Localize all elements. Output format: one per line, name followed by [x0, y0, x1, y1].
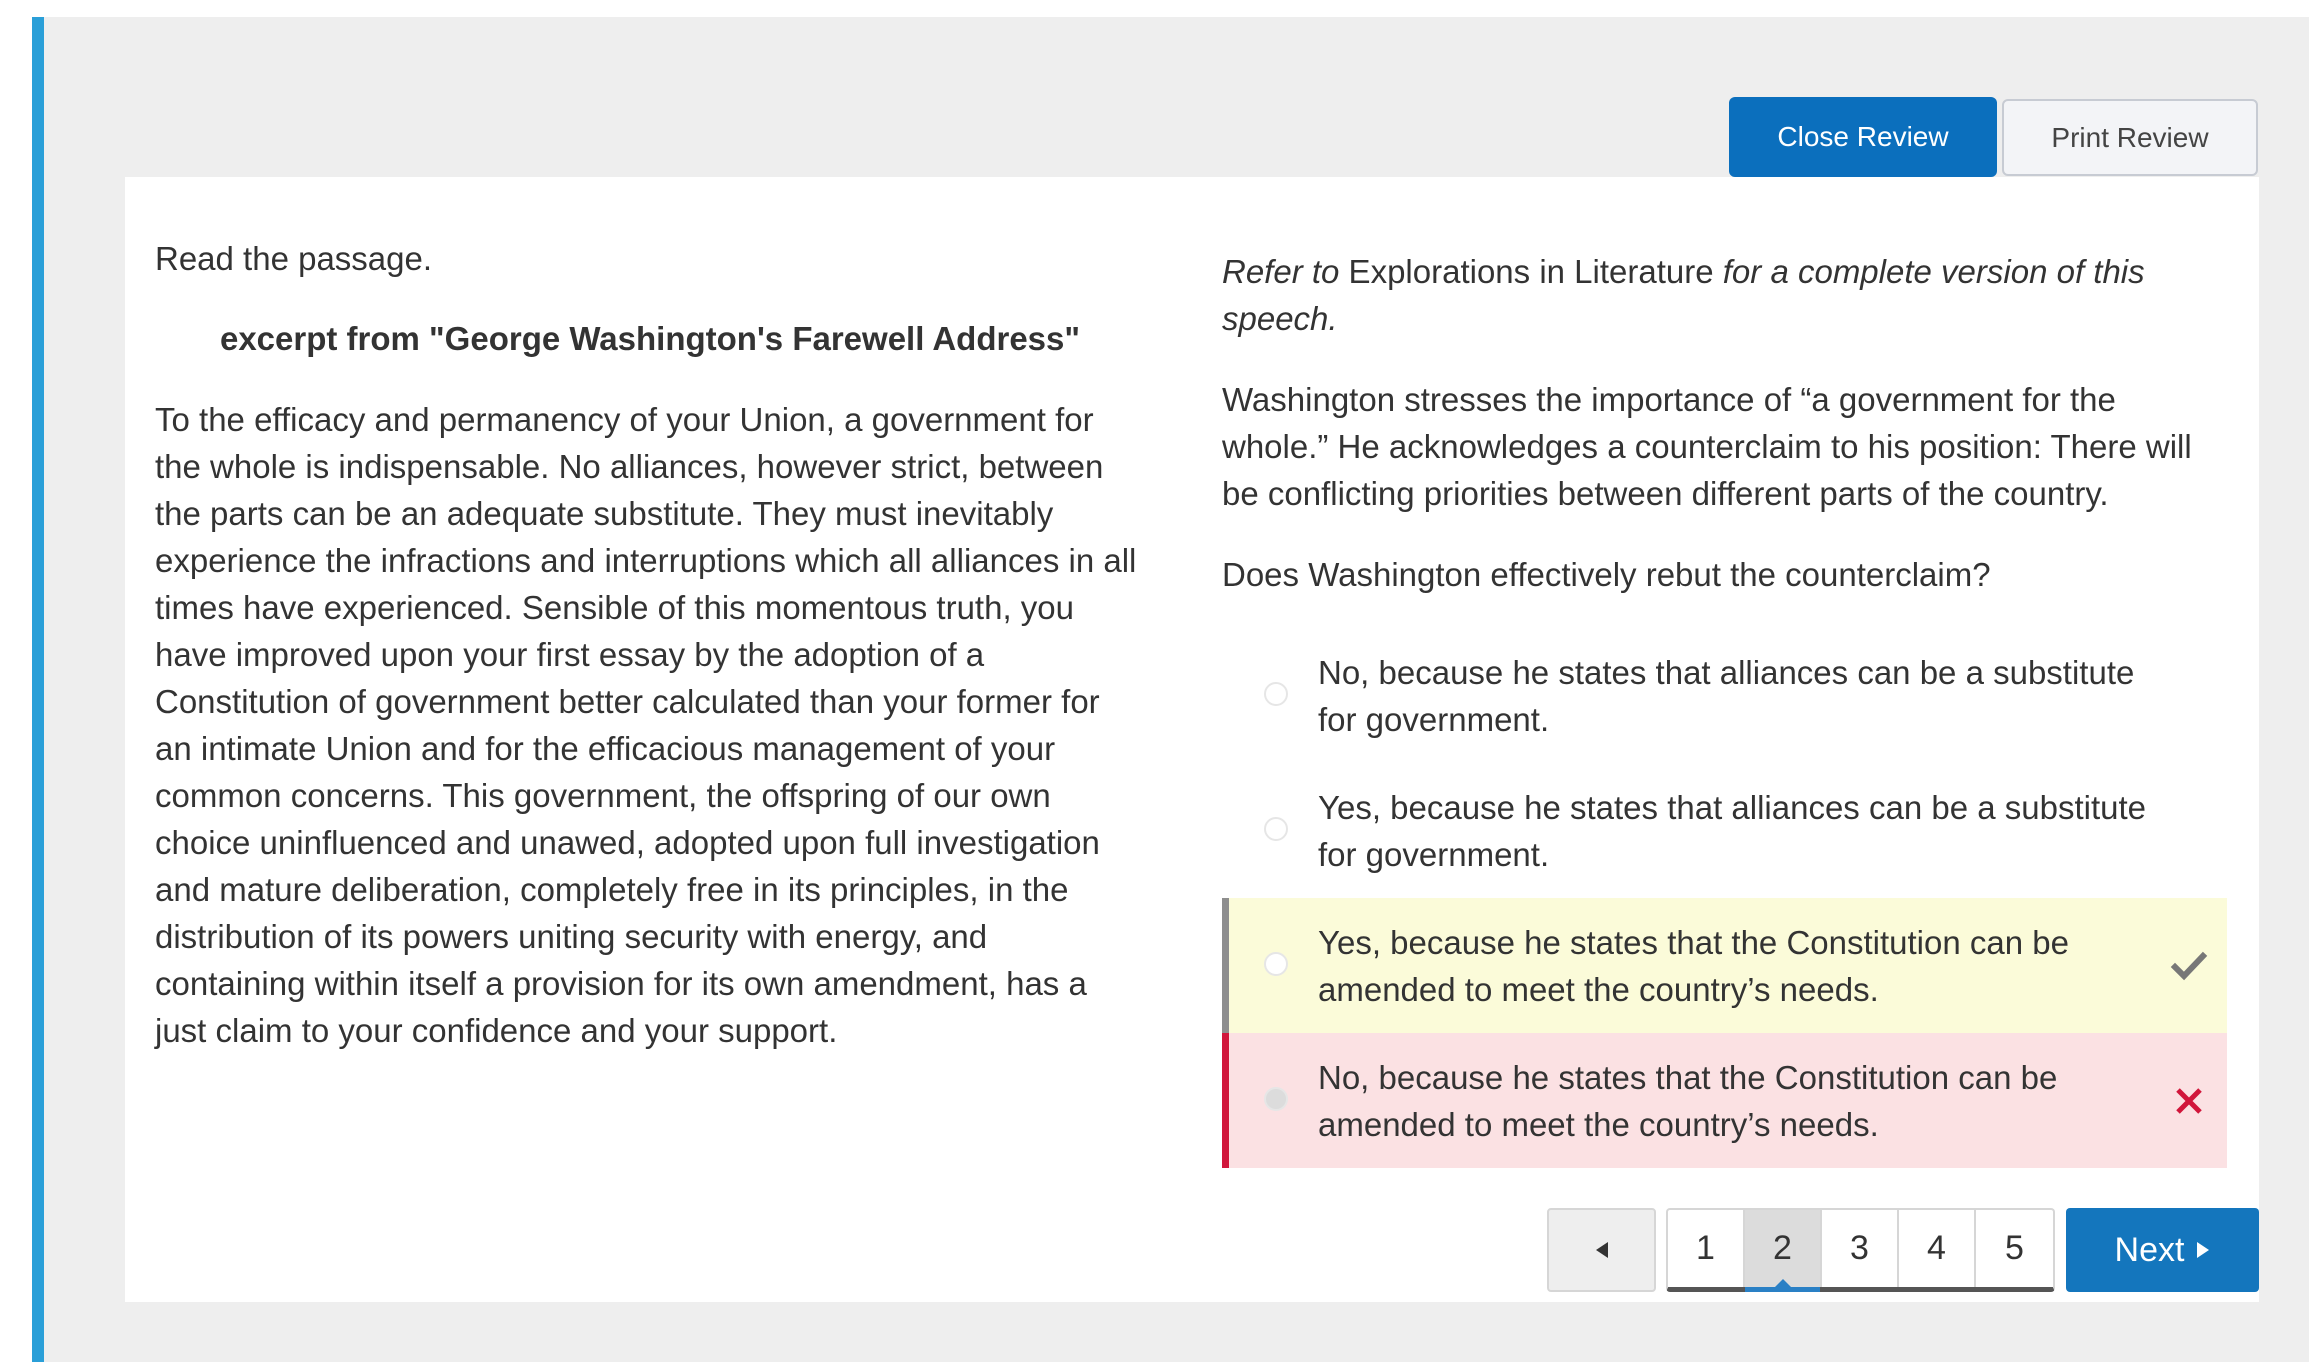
answer-option-3-correct[interactable]: [1222, 898, 2227, 1033]
radio-button[interactable]: [1264, 817, 1288, 841]
refer-note: [1222, 248, 2227, 342]
answer-option-text: No, because he states that the Constitution can be amended to meet the country’s needs.: [1318, 1058, 2058, 1143]
passage-title: excerpt from "George Washington's Farewell Address": [219, 320, 1081, 357]
radio-button[interactable]: [1264, 682, 1288, 706]
question-prompt: Does Washington effectively rebut the counterclaim?: [1222, 556, 1991, 593]
passage-instruction: Read the passage.: [155, 240, 433, 277]
print-review-button[interactable]: Print Review: [2002, 99, 2258, 176]
question-panel: [1222, 248, 2227, 598]
answer-option-4-incorrect[interactable]: [1222, 1033, 2227, 1168]
next-button[interactable]: [2066, 1208, 2259, 1292]
x-icon: [2169, 1081, 2209, 1121]
close-review-button[interactable]: Close Review: [1729, 97, 1997, 177]
refer-source: Explorations in Literature: [1339, 253, 1723, 290]
checkmark-icon: [2169, 946, 2209, 986]
page-button-5[interactable]: 5: [2005, 1229, 2024, 1267]
previous-page-button[interactable]: [1547, 1208, 1656, 1292]
page-button-4[interactable]: 4: [1899, 1210, 1976, 1287]
triangle-left-icon: [1594, 1241, 1610, 1259]
refer-prefix: Refer to: [1222, 253, 1340, 290]
answer-options: [1222, 628, 2227, 1168]
radio-button[interactable]: [1264, 952, 1288, 976]
passage-body: To the efficacy and permanency of your Union, a government for the whole is indispensable. No alliances, however strict, between the parts can be an adequate substitute. They must inevitably experience the infractions and interruptions which all alliances in all times have experienced. Sensible of this momentous truth, you have improved upon your first essay by the adoption of a Constitution of government better calculated than your former for an intimate Union and for the efficacious management of your common concerns. This government, the offspring of our own choice uninfluenced and unawed, adopted upon full investigation and mature deliberation, completely free in its principles, in the distribution of its powers uniting security with energy, and containing within itself a provision for its own amendment, has a just claim to your confidence and your support.: [155, 401, 1137, 1049]
page-numbers: [1666, 1208, 2055, 1292]
answer-option-2[interactable]: [1222, 763, 2227, 898]
radio-button-selected[interactable]: [1264, 1087, 1288, 1111]
page-button-3[interactable]: 3: [1822, 1210, 1899, 1287]
next-button-label: Next: [2114, 1230, 2185, 1269]
answer-option-text: Yes, because he states that the Constitution can be amended to meet the country’s needs.: [1318, 923, 2069, 1008]
answer-option-1[interactable]: [1222, 628, 2227, 763]
passage-panel: [155, 236, 1145, 1054]
page-button-1[interactable]: 1: [1668, 1210, 1745, 1287]
question-stem: Washington stresses the importance of “a government for the whole.” He acknowledges a counterclaim to his position: There will be conflicting priorities between different parts of the country.: [1222, 381, 2192, 512]
page-button-2-current[interactable]: 2: [1745, 1210, 1822, 1287]
answer-option-text: No, because he states that alliances can be a substitute for government.: [1318, 653, 2135, 738]
accent-bar: [32, 17, 44, 1362]
refer-suffix: for a complete version of this speech.: [1222, 253, 2145, 337]
answer-option-text: Yes, because he states that alliances can be a substitute for government.: [1318, 788, 2146, 873]
triangle-right-icon: [2196, 1241, 2210, 1259]
